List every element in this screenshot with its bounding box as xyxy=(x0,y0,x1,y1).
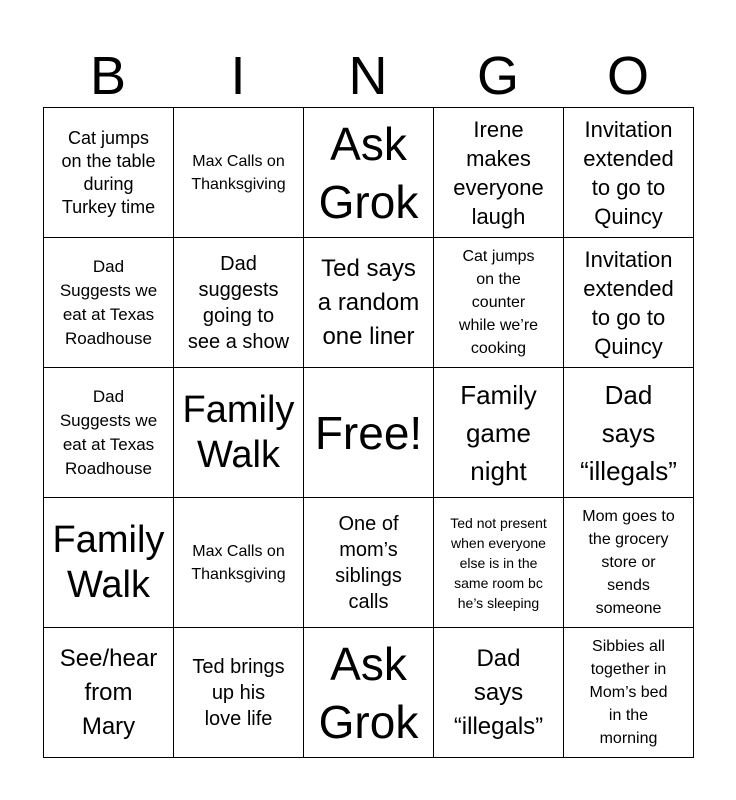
bingo-card-grid xyxy=(43,107,694,758)
bingo-cell-r4-c2[interactable]: Max Calls on Thanksgiving xyxy=(174,498,304,628)
bingo-cell-r4-c1[interactable]: Family Walk xyxy=(44,498,174,628)
bingo-cell-r3-c4[interactable]: Family game night xyxy=(434,368,564,498)
bingo-cell-r2-c1[interactable]: Dad Suggests we eat at Texas Roadhouse xyxy=(44,238,174,368)
bingo-cell-r2-c2[interactable]: Dad suggests going to see a show xyxy=(174,238,304,368)
bingo-cell-r5-c1[interactable]: See/hear from Mary xyxy=(44,628,174,758)
bingo-cell-r1-c5[interactable]: Invitation extended to go to Quincy xyxy=(564,108,694,238)
bingo-cell-free[interactable]: Free! xyxy=(304,368,434,498)
bingo-cell-r5-c2[interactable]: Ted brings up his love life xyxy=(174,628,304,758)
bingo-cell-r1-c4[interactable]: Irene makes everyone laugh xyxy=(434,108,564,238)
bingo-cell-r5-c3[interactable]: Ask Grok xyxy=(304,628,434,758)
bingo-cell-r3-c5[interactable]: Dad says “illegals” xyxy=(564,368,694,498)
bingo-cell-r2-c5[interactable]: Invitation extended to go to Quincy xyxy=(564,238,694,368)
bingo-cell-r2-c4[interactable]: Cat jumps on the counter while we’re cooking xyxy=(434,238,564,368)
bingo-cell-r1-c1[interactable]: Cat jumps on the table during Turkey time xyxy=(44,108,174,238)
bingo-cell-r4-c3[interactable]: One of mom’s siblings calls xyxy=(304,498,434,628)
header-letter-n: N xyxy=(348,46,388,106)
bingo-cell-r3-c1[interactable]: Dad Suggests we eat at Texas Roadhouse xyxy=(44,368,174,498)
header-letter-g: G xyxy=(476,46,519,106)
bingo-cell-r1-c2[interactable]: Max Calls on Thanksgiving xyxy=(174,108,304,238)
bingo-cell-r1-c3[interactable]: Ask Grok xyxy=(304,108,434,238)
bingo-header xyxy=(43,44,693,108)
bingo-cell-r4-c4[interactable]: Ted not present when everyone else is in the same room bc he’s sleeping xyxy=(434,498,564,628)
bingo-cell-r3-c2[interactable]: Family Walk xyxy=(174,368,304,498)
bingo-cell-r5-c5[interactable]: Sibbies all together in Mom’s bed in the morning xyxy=(564,628,694,758)
header-letter-i: I xyxy=(230,46,246,106)
header-letter-o: O xyxy=(606,46,649,106)
header-letter-b: B xyxy=(89,46,127,106)
bingo-cell-r4-c5[interactable]: Mom goes to the grocery store or sends someone xyxy=(564,498,694,628)
bingo-cell-r2-c3[interactable]: Ted says a random one liner xyxy=(304,238,434,368)
bingo-cell-r5-c4[interactable]: Dad says “illegals” xyxy=(434,628,564,758)
